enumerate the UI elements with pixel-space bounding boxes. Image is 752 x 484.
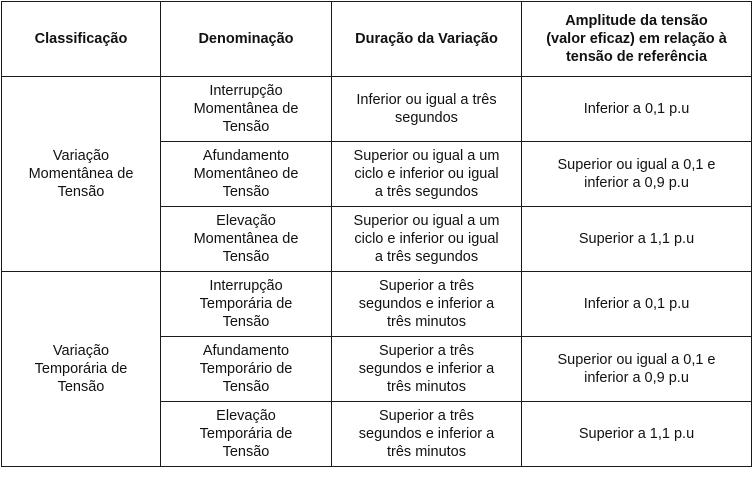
duracao-cell: Superior ou igual a um ciclo e inferior ou igual a três segundos [332, 207, 522, 272]
header-amplitude: Amplitude da tensão (valor eficaz) em relação à tensão de referência [522, 2, 752, 77]
amplitude-cell: Inferior a 0,1 p.u [522, 272, 752, 337]
duracao-cell: Superior ou igual a um ciclo e inferior ou igual a três segundos [332, 142, 522, 207]
duracao-cell: Inferior ou igual a três segundos [332, 77, 522, 142]
denominacao-cell: Elevação Momentânea de Tensão [161, 207, 332, 272]
table-row [2, 272, 752, 337]
denominacao-cell: Elevação Temporária de Tensão [161, 402, 332, 467]
amplitude-cell: Superior a 1,1 p.u [522, 207, 752, 272]
duracao-cell: Superior a três segundos e inferior a três minutos [332, 337, 522, 402]
header-row [2, 2, 752, 77]
header-denominacao: Denominação [161, 2, 332, 77]
table-row [2, 77, 752, 142]
amplitude-cell: Superior ou igual a 0,1 e inferior a 0,9 p.u [522, 337, 752, 402]
voltage-variation-table [1, 1, 752, 467]
denominacao-cell: Afundamento Temporário de Tensão [161, 337, 332, 402]
classificacao-cell: Variação Temporária de Tensão [2, 272, 161, 467]
header-duracao: Duração da Variação [332, 2, 522, 77]
duracao-cell: Superior a três segundos e inferior a três minutos [332, 402, 522, 467]
denominacao-cell: Afundamento Momentâneo de Tensão [161, 142, 332, 207]
header-classificacao: Classificação [2, 2, 161, 77]
amplitude-cell: Inferior a 0,1 p.u [522, 77, 752, 142]
amplitude-cell: Superior ou igual a 0,1 e inferior a 0,9 p.u [522, 142, 752, 207]
denominacao-cell: Interrupção Temporária de Tensão [161, 272, 332, 337]
denominacao-cell: Interrupção Momentânea de Tensão [161, 77, 332, 142]
duracao-cell: Superior a três segundos e inferior a três minutos [332, 272, 522, 337]
classificacao-cell: Variação Momentânea de Tensão [2, 77, 161, 272]
amplitude-cell: Superior a 1,1 p.u [522, 402, 752, 467]
